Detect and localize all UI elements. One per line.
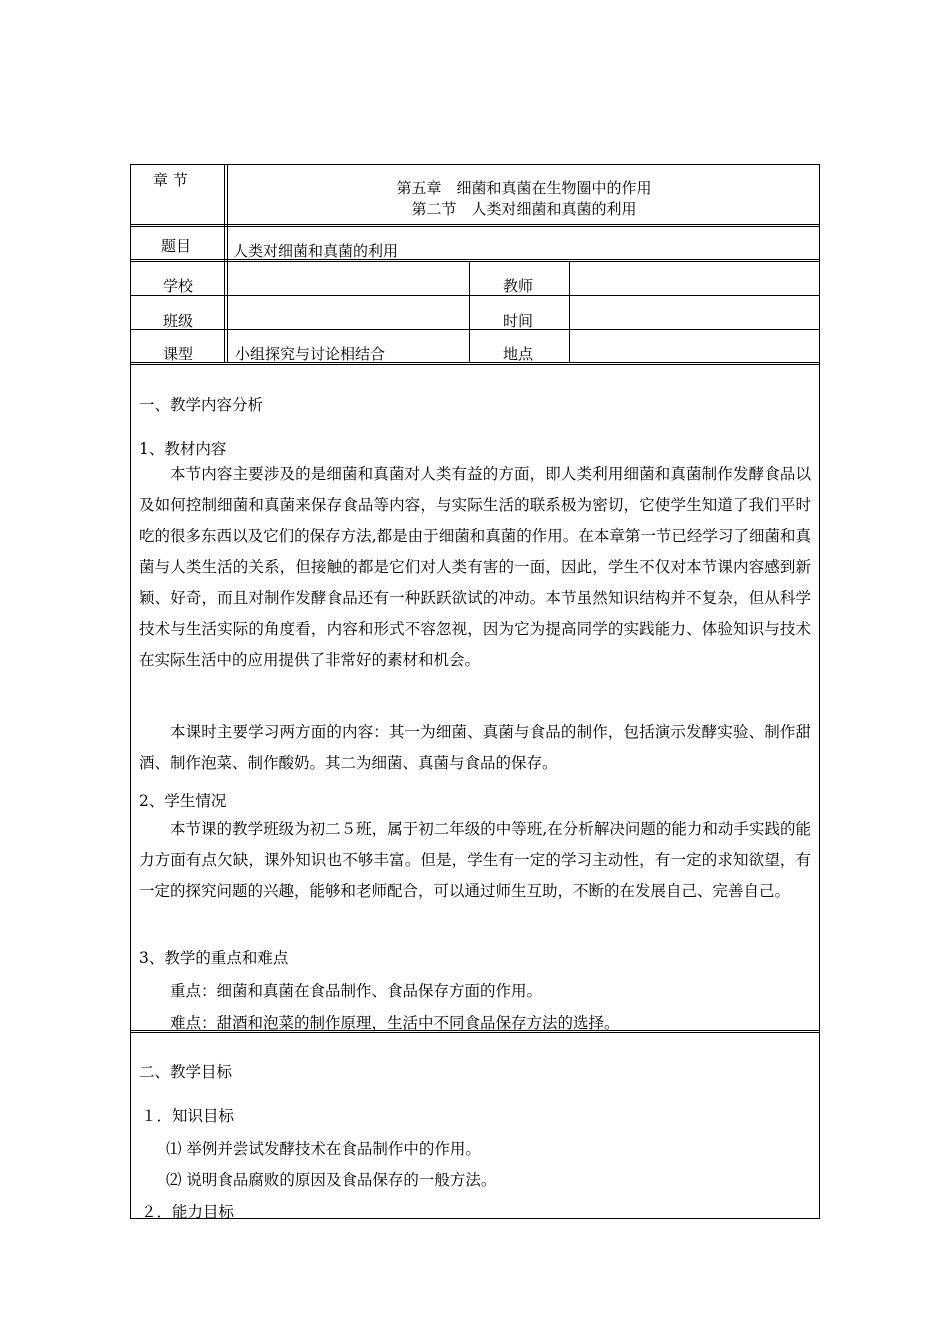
- section2-heading: 二、教学目标: [139, 1063, 233, 1081]
- row-divider-school: [130, 295, 820, 296]
- topic-label: 题目: [161, 237, 192, 255]
- section1-sub-students: 2、学生情况: [139, 792, 227, 810]
- time-label: 时间: [503, 312, 534, 330]
- teacher-label: 教师: [503, 277, 534, 295]
- table-frame: [130, 164, 820, 1219]
- col-divider-right: [569, 261, 570, 363]
- difficult-point: 难点：甜酒和泡菜的制作原理，生活中不同食品保存方法的选择。: [170, 1014, 620, 1032]
- goal-item-1: ⑴ 举例并尝试发酵技术在食品制作中的作用。: [166, 1140, 481, 1158]
- goal-item-2: ⑵ 说明食品腐败的原因及食品保存的一般方法。: [166, 1171, 497, 1189]
- section1-sub-keypoints: 3、教学的重点和难点: [139, 949, 289, 967]
- row-divider-class: [130, 329, 820, 330]
- section1-para-content: 本课时主要学习两方面的内容：其一为细菌、真菌与食品的制作，包括演示发酵实验、制作甜酒、制作泡菜、制作酸奶。其二为细菌、真菌与食品的保存。: [139, 723, 811, 772]
- section1-heading: 一、教学内容分析: [139, 396, 264, 414]
- row-divider-chapter: [130, 224, 820, 227]
- type-label: 课型: [163, 345, 194, 363]
- section1-para-students: 本节课的教学班级为初二５班，属于初二年级的中等班,在分析解决问题的能力和动手实践的能力方面有点欠缺，课外知识也不够丰富。但是，学生有一定的学习主动性，有一定的求知欲望，有一定的探究问题的兴趣，能够和老师配合，可以通过师生互助，不断的在发展自己、完善自己。: [139, 820, 811, 900]
- chapter-title-line1: 第五章 细菌和真菌在生物圈中的作用: [396, 179, 652, 197]
- school-label: 学校: [163, 277, 194, 295]
- chapter-title-line2: 第二节 人类对细菌和真菌的利用: [411, 200, 637, 218]
- class-label: 班级: [163, 312, 194, 330]
- place-label: 地点: [503, 345, 534, 363]
- section2-sub-knowledge: １．知识目标: [141, 1107, 235, 1125]
- col-divider-mid: [469, 261, 470, 363]
- topic-value: 人类对细菌和真菌的利用: [233, 242, 399, 260]
- chapter-label: 章 节: [153, 171, 188, 189]
- section1-sub-textbook: 1、教材内容: [139, 440, 227, 458]
- section2-sub-ability: ２．能力目标: [141, 1203, 235, 1221]
- type-value: 小组探究与讨论相结合: [235, 345, 386, 363]
- section1-para-textbook: 本节内容主要涉及的是细菌和真菌对人类有益的方面，即人类利用细菌和真菌制作发酵食品以及如何控制细菌和真菌来保存食品等内容，与实际生活的联系极为密切，它使学生知道了我们平时吃的很多东西以及它们的保存方法,都是由于细菌和真菌的作用。在本章第一节已经学习了细菌和真菌与人类生活的关系，但接触的都是它们对人类有害的一面，因此，学生不仅对本节课内容感到新颖、好奇，而且对制作发酵食品还有一种跃跃欲试的冲动。本节虽然知识结构并不复杂，但从科学技术与生活实际的角度看，内容和形式不容忽视，因为它为提高同学的实践能力、体验知识与技术在实际生活中的应用提供了非常好的素材和机会。: [139, 465, 811, 669]
- key-point: 重点：细菌和真菌在食品制作、食品保存方面的作用。: [170, 982, 543, 1000]
- row-divider-type: [130, 362, 820, 365]
- col-divider-label: [224, 164, 225, 363]
